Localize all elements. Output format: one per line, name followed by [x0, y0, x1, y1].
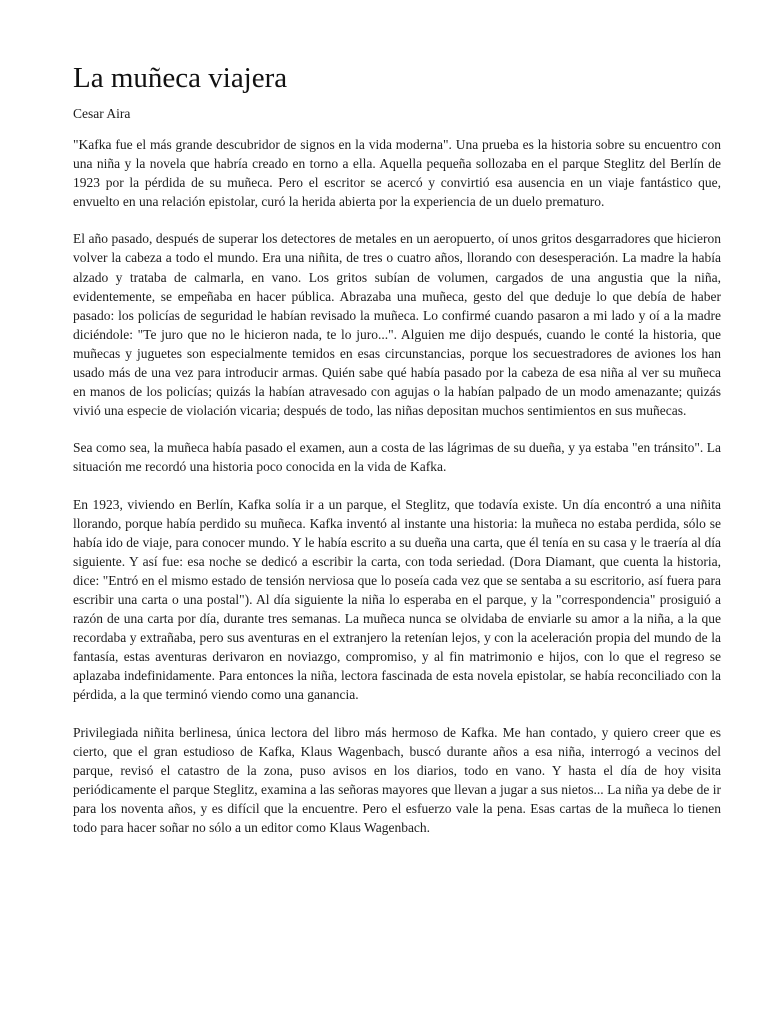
document-page: [73, 58, 721, 855]
paragraph-2: El año pasado, después de superar los detectores de metales en un aeropuerto, oí unos gritos desgarradores que hicieron volver la cabeza a todo el mundo. Era una niñita, de tres o cuatro años, llorando con desesperación. La madre la había alzado y trataba de calmarla, en vano. Los gritos subían de volumen, cargados de una angustia que la niña, evidentemente, se empeñaba en hacer pública. Abrazaba una muñeca, gesto del que deduje lo que debía de haber pasado: los policías de seguridad le habían revisado la muñeca. Lo confirmé cuando pasaron a mi lado y oí a la madre diciéndole: "Te juro que no le hicieron nada, te lo juro...". Alguien me dijo después, cuando le conté la historia, que muñecas y juguetes son especialmente temidos en esas circunstancias, porque los secuestradores de aviones los han usado más de una vez para introducir armas. Quién sabe qué había pasado por la cabeza de esa niña al ver su muñeca en manos de los policías; quizás la habían atravesado con agujas o la habían palpado de un modo amenazante; quizás vivió una especie de violación vicaria; después de todo, las niñas depositan muchos sentimientos en sus muñecas.: [73, 231, 721, 419]
paragraph-3: Sea como sea, la muñeca había pasado el examen, aun a costa de las lágrimas de su dueña, y ya estaba "en tránsito". La situación me recordó una historia poco conocida en la vida de Kafka.: [73, 440, 721, 475]
paragraph-4: En 1923, viviendo en Berlín, Kafka solía ir a un parque, el Steglitz, que todavía existe. Un día encontró a una niñita llorando, porque había perdido su muñeca. Kafka inventó al instante una historia: la muñeca no estaba perdida, sólo se había ido de viaje, para conocer mundo. Y le había escrito a su dueña una carta, que él tenía en su casa y le traería al día siguiente. Y así fue: esa noche se dedicó a escribir la carta, con toda seriedad. (Dora Diamant, que cuenta la historia, dice: "Entró en el mismo estado de tensión nerviosa que lo poseía cada vez que se sentaba a su escritorio, así fuera para escribir una carta o una postal"). Al día siguiente la niña lo esperaba en el parque, y la "correspondencia" prosiguió a razón de una carta por día, durante tres semanas. La muñeca nunca se olvidaba de enviarle su amor a la niña, a la que recordaba y extrañaba, pero sus aventuras en el extranjero la retenían lejos, y con la aceleración propia del mundo de la fantasía, estas aventuras derivaron en noviazgo, compromiso, y al fin matrimonio e hijos, con lo que el regreso se aplazaba indefinidamente. Para entonces la niña, lectora fascinada de esta novela epistolar, se había reconciliado con la pérdida, a la que terminó viendo como una ganancia.: [73, 496, 721, 703]
document-title: La muñeca viajera: [73, 62, 288, 94]
paragraph-1: "Kafka fue el más grande descubridor de signos en la vida moderna". Una prueba es la historia sobre su encuentro con una niña y la novela que habría creado en torno a ella. Aquella pequeña sollozaba en el parque Steglitz del Berlín de 1923 por la pérdida de su muñeca. Pero el escritor se acercó y convirtió esa ausencia en un viaje fantástico que, envuelto en una relación epistolar, curó la herida abierta por la experiencia de un duelo prematuro.: [73, 137, 721, 210]
document-author: Cesar Aira: [73, 106, 131, 121]
paragraph-5: Privilegiada niñita berlinesa, única lectora del libro más hermoso de Kafka. Me han contado, y quiero creer que es cierto, que el gran estudioso de Kafka, Klaus Wagenbach, buscó durante años a esa niña, interrogó a vecinos del parque, revisó el catastro de la zona, puso avisos en los diarios, todo en vano. Y hasta el día de hoy visita periódicamente el parque Steglitz, examina a las señoras mayores que llevan a jugar a sus nietos... La niña ya debe de ir para los noventa años, y es difícil que la encuentre. Pero el esfuerzo vale la pena. Esas cartas de la muñeca lo tienen todo para hacer soñar no sólo a un editor como Klaus Wagenbach.: [73, 724, 721, 835]
